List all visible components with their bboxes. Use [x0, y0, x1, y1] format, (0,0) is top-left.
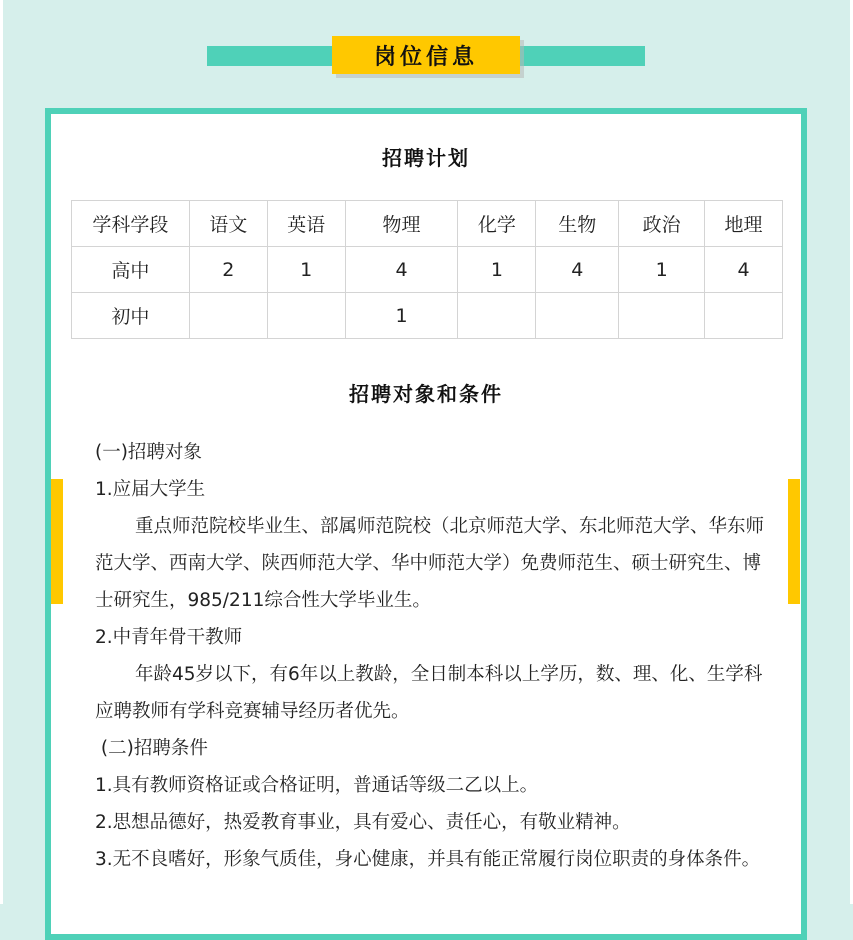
table-cell: [705, 293, 783, 339]
recruitment-plan-table: [71, 200, 783, 339]
left-side-tab: [51, 479, 63, 604]
table-header-cell: 地理: [705, 201, 783, 247]
table-cell: [536, 293, 619, 339]
table-header-cell: 语文: [189, 201, 267, 247]
table-cell: 1: [619, 247, 705, 293]
plan-title: 招聘计划: [382, 146, 470, 170]
table-cell: 4: [705, 247, 783, 293]
right-side-tab: [788, 479, 800, 604]
section-heading: (二)招聘条件: [95, 738, 208, 759]
conditions-title: 招聘对象和条件: [349, 382, 503, 406]
content-card: [45, 108, 807, 940]
list-item: 2.思想品德好，热爱教育事业，具有爱心、责任心，有敬业精神。: [95, 812, 631, 833]
table-cell: [267, 293, 345, 339]
table-cell: 1: [458, 247, 536, 293]
table-header-cell: 学科学段: [72, 201, 190, 247]
table-header-cell: 英语: [267, 201, 345, 247]
table-cell: [458, 293, 536, 339]
table-row: [72, 293, 783, 339]
table-header-cell: 生物: [536, 201, 619, 247]
table-cell: 4: [536, 247, 619, 293]
table-cell: 初中: [72, 293, 190, 339]
item-heading: 2.中青年骨干教师: [95, 627, 243, 648]
paragraph: 年龄45岁以下，有6年以上教龄，全日制本科以上学历，数、理、化、生学科应聘教师有学科竞赛辅导经历者优先。: [95, 664, 763, 722]
table-header-cell: 化学: [458, 201, 536, 247]
table-cell: 1: [267, 247, 345, 293]
page-title: 岗位信息: [332, 36, 520, 74]
table-cell: 2: [189, 247, 267, 293]
table-row: [72, 247, 783, 293]
list-item: 3.无不良嗜好，形象气质佳，身心健康，并具有能正常履行岗位职责的身体条件。: [95, 849, 761, 870]
item-heading: 1.应届大学生: [95, 479, 206, 500]
table-cell: 1: [345, 293, 458, 339]
table-cell: 4: [345, 247, 458, 293]
section-heading: (一)招聘对象: [95, 442, 202, 463]
table-header-row: [72, 201, 783, 247]
table-cell: [189, 293, 267, 339]
table-cell: [619, 293, 705, 339]
left-edge: [0, 0, 3, 904]
list-item: 1.具有教师资格证或合格证明，普通话等级二乙以上。: [95, 775, 539, 796]
conditions-body: [95, 434, 765, 878]
table-cell: 高中: [72, 247, 190, 293]
paragraph: 重点师范院校毕业生、部属师范院校（北京师范大学、东北师范大学、华东师范大学、西南大学、陕西师范大学、华中师范大学）免费师范生、硕士研究生、博士研究生，985/211综合性大学毕业生。: [95, 516, 765, 611]
table-header-cell: 政治: [619, 201, 705, 247]
table-header-cell: 物理: [345, 201, 458, 247]
